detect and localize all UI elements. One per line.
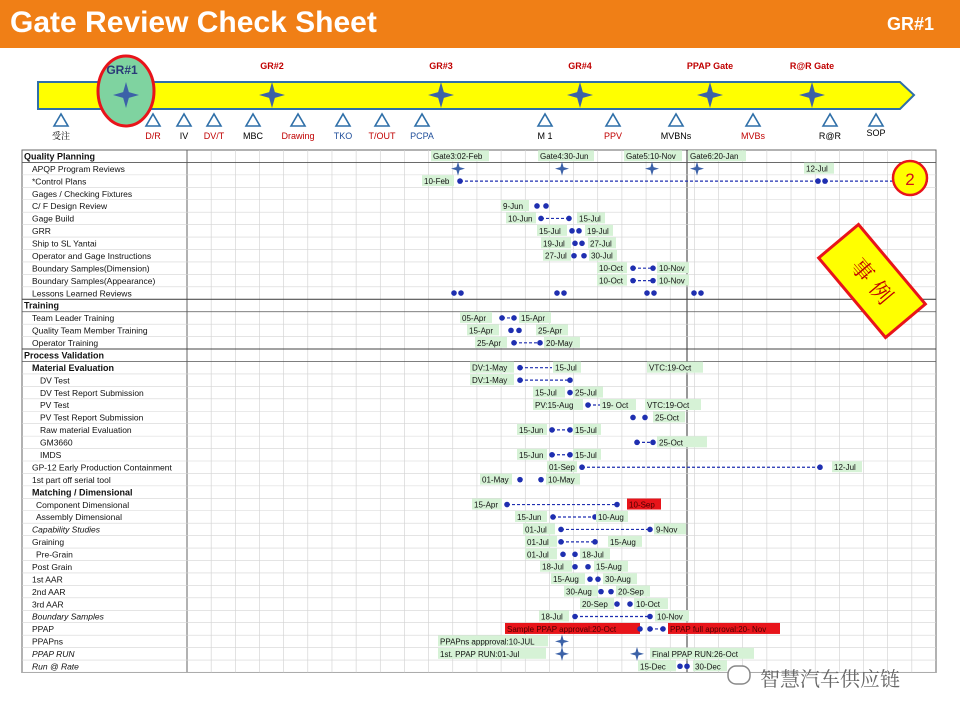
schedule-dot-marker bbox=[458, 290, 464, 296]
milestone-label: D/R bbox=[145, 131, 161, 141]
schedule-label: 30-Aug bbox=[605, 575, 631, 585]
milestone-label: DV/T bbox=[203, 131, 225, 141]
schedule-label: Gate5:10-Nov bbox=[626, 152, 676, 162]
schedule-dot-marker bbox=[595, 576, 601, 582]
milestone-triangle-icon bbox=[669, 114, 683, 126]
schedule-dot-marker bbox=[650, 265, 656, 271]
schedule-dot-marker bbox=[650, 440, 656, 446]
row-label: Matching / Dimensional bbox=[32, 487, 133, 498]
schedule-label: 10-Jun bbox=[508, 214, 533, 224]
timeline bbox=[38, 56, 914, 141]
milestone-star-icon bbox=[645, 162, 659, 176]
gate-review-canvas bbox=[0, 48, 960, 720]
milestone-triangle-icon bbox=[291, 114, 305, 126]
schedule-dot-marker bbox=[684, 663, 690, 669]
schedule-label: 10-Aug bbox=[598, 512, 624, 522]
schedule-dot-marker bbox=[511, 315, 517, 321]
milestone-label: PCPA bbox=[410, 131, 434, 141]
row-label: IMDS bbox=[40, 450, 62, 460]
gate-label: R@R Gate bbox=[789, 61, 835, 71]
schedule-dot-marker bbox=[608, 589, 614, 595]
row-label: APQP Program Reviews bbox=[32, 163, 125, 174]
check-sheet-table bbox=[22, 150, 936, 672]
schedule-label: 15-Apr bbox=[469, 326, 494, 336]
schedule-label: 15-Jun bbox=[519, 450, 544, 460]
schedule-label: 15-Jul bbox=[555, 363, 577, 373]
milestone-triangle-icon bbox=[375, 114, 389, 126]
schedule-label: 30-Jul bbox=[591, 251, 613, 261]
schedule-label: 12-Jul bbox=[834, 463, 856, 473]
schedule-dot-marker bbox=[660, 626, 666, 632]
milestone-label: Drawing bbox=[281, 131, 315, 141]
row-label: Component Dimensional bbox=[36, 499, 130, 510]
schedule-label: 27-Jul bbox=[590, 239, 612, 249]
schedule-label: 15-Aug bbox=[610, 537, 636, 547]
schedule-label: 25-Oct bbox=[659, 438, 684, 448]
schedule-label: 05-Apr bbox=[462, 313, 487, 323]
schedule-dot-marker bbox=[650, 278, 656, 284]
gate-label: GR#2 bbox=[260, 61, 284, 71]
row-label: Team Leader Training bbox=[32, 313, 115, 324]
milestone-label: M 1 bbox=[537, 131, 553, 141]
milestone-triangle-icon bbox=[606, 114, 620, 126]
schedule-label: 15-Jul bbox=[575, 425, 597, 435]
row-label: Quality Team Member Training bbox=[32, 325, 148, 336]
schedule-dot-marker bbox=[567, 377, 573, 383]
schedule-dot-marker bbox=[815, 178, 821, 184]
milestone-star-icon bbox=[555, 634, 569, 648]
schedule-label: 30-Aug bbox=[566, 587, 592, 597]
row-label: Post Grain bbox=[32, 561, 73, 572]
milestone-label: PPV bbox=[603, 131, 623, 141]
schedule-label: 10-Sep bbox=[629, 500, 655, 510]
schedule-label: 01-Sep bbox=[549, 463, 575, 473]
schedule-label: PV:15-Aug bbox=[535, 401, 574, 411]
schedule-label: PPAPns appproval:10-JUL bbox=[440, 637, 535, 647]
row-label: DV Test Report Submission bbox=[40, 387, 144, 398]
schedule-label: 01-Jul bbox=[527, 537, 549, 547]
schedule-label: 9-Nov bbox=[656, 525, 678, 535]
schedule-dot-marker bbox=[614, 601, 620, 607]
watermark-text: 智慧汽车供应链 bbox=[760, 667, 900, 691]
row-label: 1st part off serial tool bbox=[32, 474, 111, 485]
schedule-label: 10-Feb bbox=[424, 177, 450, 187]
header-bar bbox=[0, 0, 960, 48]
schedule-dot-marker bbox=[579, 241, 585, 247]
schedule-label: 12-Jul bbox=[806, 164, 828, 174]
schedule-label: 18-Jul bbox=[542, 562, 564, 572]
schedule-label: 10-Nov bbox=[659, 276, 685, 286]
schedule-label: 9-Jun bbox=[503, 201, 524, 211]
schedule-label: 18-Jul bbox=[541, 612, 563, 622]
row-label: Boundary Samples(Appearance) bbox=[32, 275, 156, 286]
milestone-star-icon bbox=[555, 162, 569, 176]
milestone-label: MVBs bbox=[740, 131, 766, 141]
schedule-label: 10-May bbox=[548, 475, 575, 485]
schedule-label: Sample PPAP approval:20-Oct bbox=[507, 624, 617, 634]
schedule-dot-marker bbox=[630, 415, 636, 421]
schedule-dot-marker bbox=[644, 290, 650, 296]
milestone-label: MBC bbox=[243, 131, 263, 141]
schedule-dot-marker bbox=[647, 527, 653, 533]
schedule-label: 25-Oct bbox=[655, 413, 680, 423]
gate-label: PPAP Gate bbox=[686, 61, 734, 71]
schedule-dot-marker bbox=[561, 290, 567, 296]
schedule-label: 19-Jul bbox=[587, 226, 609, 236]
schedule-label: 15-Jun bbox=[517, 512, 542, 522]
schedule-label: Final PPAP RUN:26-Oct bbox=[652, 649, 738, 659]
schedule-label: 15-Jul bbox=[575, 450, 597, 460]
row-label: GP-12 Early Production Containment bbox=[32, 462, 172, 473]
schedule-dot-marker bbox=[571, 253, 577, 259]
milestone-label: R@R bbox=[818, 131, 842, 141]
schedule-dot-marker bbox=[516, 328, 522, 334]
row-label: GM3660 bbox=[40, 437, 73, 448]
row-label: Gages / Checking Fixtures bbox=[32, 188, 133, 199]
schedule-dot-marker bbox=[554, 290, 560, 296]
milestone-star-icon bbox=[630, 647, 644, 661]
milestone-star-icon bbox=[555, 647, 569, 661]
milestone-triangle-icon bbox=[869, 114, 883, 126]
schedule-dot-marker bbox=[508, 328, 514, 334]
example-tag bbox=[819, 224, 926, 337]
page-title: Gate Review Check Sheet bbox=[10, 6, 377, 39]
row-label: 1st AAR bbox=[32, 574, 63, 585]
schedule-label: Gate3:02-Feb bbox=[433, 152, 483, 162]
row-label: Lessons Learned Reviews bbox=[32, 288, 132, 299]
row-label: Quality Planning bbox=[24, 151, 96, 162]
row-label: PV Test Report Submission bbox=[40, 412, 144, 423]
milestone-triangle-icon bbox=[823, 114, 837, 126]
schedule-label: 15-Apr bbox=[474, 500, 499, 510]
milestone-triangle-icon bbox=[177, 114, 191, 126]
milestone-label: 受注 bbox=[51, 131, 71, 141]
schedule-label: 15-Aug bbox=[553, 575, 579, 585]
milestone-label: T/OUT bbox=[368, 131, 396, 141]
schedule-dot-marker bbox=[451, 290, 457, 296]
schedule-dot-marker bbox=[572, 552, 578, 558]
schedule-label: 10-Oct bbox=[599, 264, 624, 274]
schedule-label: 10-Oct bbox=[599, 276, 624, 286]
row-label: Operator and Gage Instructions bbox=[32, 250, 152, 261]
row-label: Process Validation bbox=[24, 350, 105, 361]
row-label: Graining bbox=[32, 537, 65, 548]
row-label: Material Evaluation bbox=[32, 362, 115, 373]
row-label: Operator Training bbox=[32, 338, 99, 349]
schedule-label: 20-May bbox=[546, 338, 573, 348]
schedule-label: 18-Jul bbox=[582, 550, 604, 560]
schedule-label: 10-Nov bbox=[659, 264, 685, 274]
row-label: Training bbox=[24, 300, 60, 311]
schedule-label: 10-Oct bbox=[636, 600, 661, 610]
gate-label: GR#1 bbox=[106, 63, 138, 77]
milestone-triangle-icon bbox=[246, 114, 260, 126]
schedule-label: 19-Jul bbox=[543, 239, 565, 249]
milestone-star-icon bbox=[451, 162, 465, 176]
schedule-dot-marker bbox=[642, 415, 648, 421]
schedule-label: 15-Jul bbox=[579, 214, 601, 224]
milestone-triangle-icon bbox=[54, 114, 68, 126]
schedule-label: 15-Dec bbox=[640, 662, 666, 672]
row-label: Run @ Rate bbox=[32, 661, 79, 672]
document-code: GR#1 bbox=[886, 14, 934, 34]
milestone-triangle-icon bbox=[207, 114, 221, 126]
schedule-label: Gate6:20-Jan bbox=[690, 152, 739, 162]
schedule-dot-marker bbox=[572, 241, 578, 247]
milestone-label: IV bbox=[179, 131, 189, 141]
schedule-label: 01-May bbox=[482, 475, 509, 485]
schedule-dot-marker bbox=[592, 539, 598, 545]
callout-number: 2 bbox=[905, 170, 915, 189]
row-label: *Control Plans bbox=[32, 176, 87, 187]
schedule-dot-marker bbox=[566, 216, 572, 222]
schedule-label: 15-Jul bbox=[535, 388, 557, 398]
schedule-label: 01-Jul bbox=[527, 550, 549, 560]
row-label: PPAP bbox=[32, 624, 55, 635]
schedule-dot-marker bbox=[677, 663, 683, 669]
milestone-label: TKO bbox=[333, 131, 353, 141]
schedule-dot-marker bbox=[585, 564, 591, 570]
schedule-label: DV:1-May bbox=[472, 363, 508, 373]
row-label: Ship to SL Yantai bbox=[32, 238, 97, 249]
schedule-dot-marker bbox=[691, 290, 697, 296]
schedule-dot-marker bbox=[614, 502, 620, 508]
schedule-dot-marker bbox=[567, 390, 573, 396]
row-label: PPAP RUN bbox=[32, 649, 75, 660]
schedule-label: 1st. PPAP RUN:01-Jul bbox=[440, 649, 520, 659]
milestone-triangle-icon bbox=[415, 114, 429, 126]
row-label: Boundary Samples(Dimension) bbox=[32, 263, 150, 274]
row-label: Assembly Dimensional bbox=[36, 512, 122, 523]
row-label: GRR bbox=[32, 226, 51, 237]
row-label: DV Test bbox=[40, 375, 70, 386]
schedule-dot-marker bbox=[637, 626, 643, 632]
schedule-label: 20-Sep bbox=[582, 600, 608, 610]
schedule-dot-marker bbox=[567, 452, 573, 458]
schedule-label: 27-Jul bbox=[545, 251, 567, 261]
schedule-label: 25-Apr bbox=[477, 338, 502, 348]
milestone-label: MVBNs bbox=[660, 131, 692, 141]
row-label: 3rd AAR bbox=[32, 599, 64, 610]
schedule-label: VTC:19-Oct bbox=[649, 363, 692, 373]
schedule-dot-marker bbox=[567, 427, 573, 433]
milestone-star-icon bbox=[690, 162, 704, 176]
schedule-dot-marker bbox=[647, 614, 653, 620]
schedule-label: PPAP full approval:20- Nov bbox=[670, 624, 767, 634]
gate-label: GR#3 bbox=[429, 61, 453, 71]
schedule-label: 15-Jun bbox=[519, 425, 544, 435]
row-label: Raw material Evaluation bbox=[40, 425, 132, 436]
schedule-dot-marker bbox=[587, 576, 593, 582]
schedule-dot-marker bbox=[538, 477, 544, 483]
schedule-label: 25-Apr bbox=[538, 326, 563, 336]
gate-label: GR#4 bbox=[568, 61, 592, 71]
row-label: Capability Studies bbox=[32, 524, 101, 535]
schedule-dot-marker bbox=[581, 253, 587, 259]
schedule-label: 01-Jul bbox=[525, 525, 547, 535]
schedule-dot-marker bbox=[576, 228, 582, 234]
schedule-dot-marker bbox=[569, 228, 575, 234]
milestone-label: SOP bbox=[866, 128, 886, 138]
milestone-triangle-icon bbox=[336, 114, 350, 126]
row-label: PV Test bbox=[40, 400, 70, 411]
schedule-dot-marker bbox=[543, 203, 549, 209]
schedule-dot-marker bbox=[572, 564, 578, 570]
timeline-bar bbox=[38, 82, 914, 109]
schedule-label: 25-Jul bbox=[575, 388, 597, 398]
row-label: C/ F Design Review bbox=[32, 201, 108, 212]
schedule-dot-marker bbox=[534, 203, 540, 209]
milestone-triangle-icon bbox=[538, 114, 552, 126]
overlays bbox=[728, 161, 927, 691]
schedule-label: 15-Jul bbox=[539, 226, 561, 236]
schedule-dot-marker bbox=[560, 552, 566, 558]
schedule-label: 15-Aug bbox=[596, 562, 622, 572]
schedule-label: Gate4:30-Jun bbox=[540, 152, 589, 162]
schedule-dot-marker bbox=[627, 601, 633, 607]
row-label: PPAPns bbox=[32, 636, 64, 647]
milestone-triangle-icon bbox=[746, 114, 760, 126]
row-label: Pre-Grain bbox=[36, 549, 73, 560]
schedule-dot-marker bbox=[537, 340, 543, 346]
row-label: Boundary Samples bbox=[32, 611, 104, 622]
schedule-label: 20-Sep bbox=[618, 587, 644, 597]
schedule-label: 19- Oct bbox=[602, 401, 629, 411]
schedule-dot-marker bbox=[598, 589, 604, 595]
schedule-label: VTC:19-Oct bbox=[647, 401, 690, 411]
wechat-icon bbox=[728, 666, 750, 684]
schedule-label: DV:1-May bbox=[472, 376, 508, 386]
row-label: 2nd AAR bbox=[32, 586, 66, 597]
schedule-dot-marker bbox=[517, 477, 523, 483]
schedule-label: 10-Nov bbox=[657, 612, 683, 622]
schedule-dot-marker bbox=[817, 464, 823, 470]
schedule-dot-marker bbox=[651, 290, 657, 296]
milestone-triangle-icon bbox=[146, 114, 160, 126]
schedule-dot-marker bbox=[698, 290, 704, 296]
row-label: Gage Build bbox=[32, 213, 75, 224]
schedule-label: 15-Apr bbox=[521, 313, 546, 323]
example-tag-text: 事 例 bbox=[844, 254, 897, 310]
schedule-label: 30-Dec bbox=[695, 662, 721, 672]
